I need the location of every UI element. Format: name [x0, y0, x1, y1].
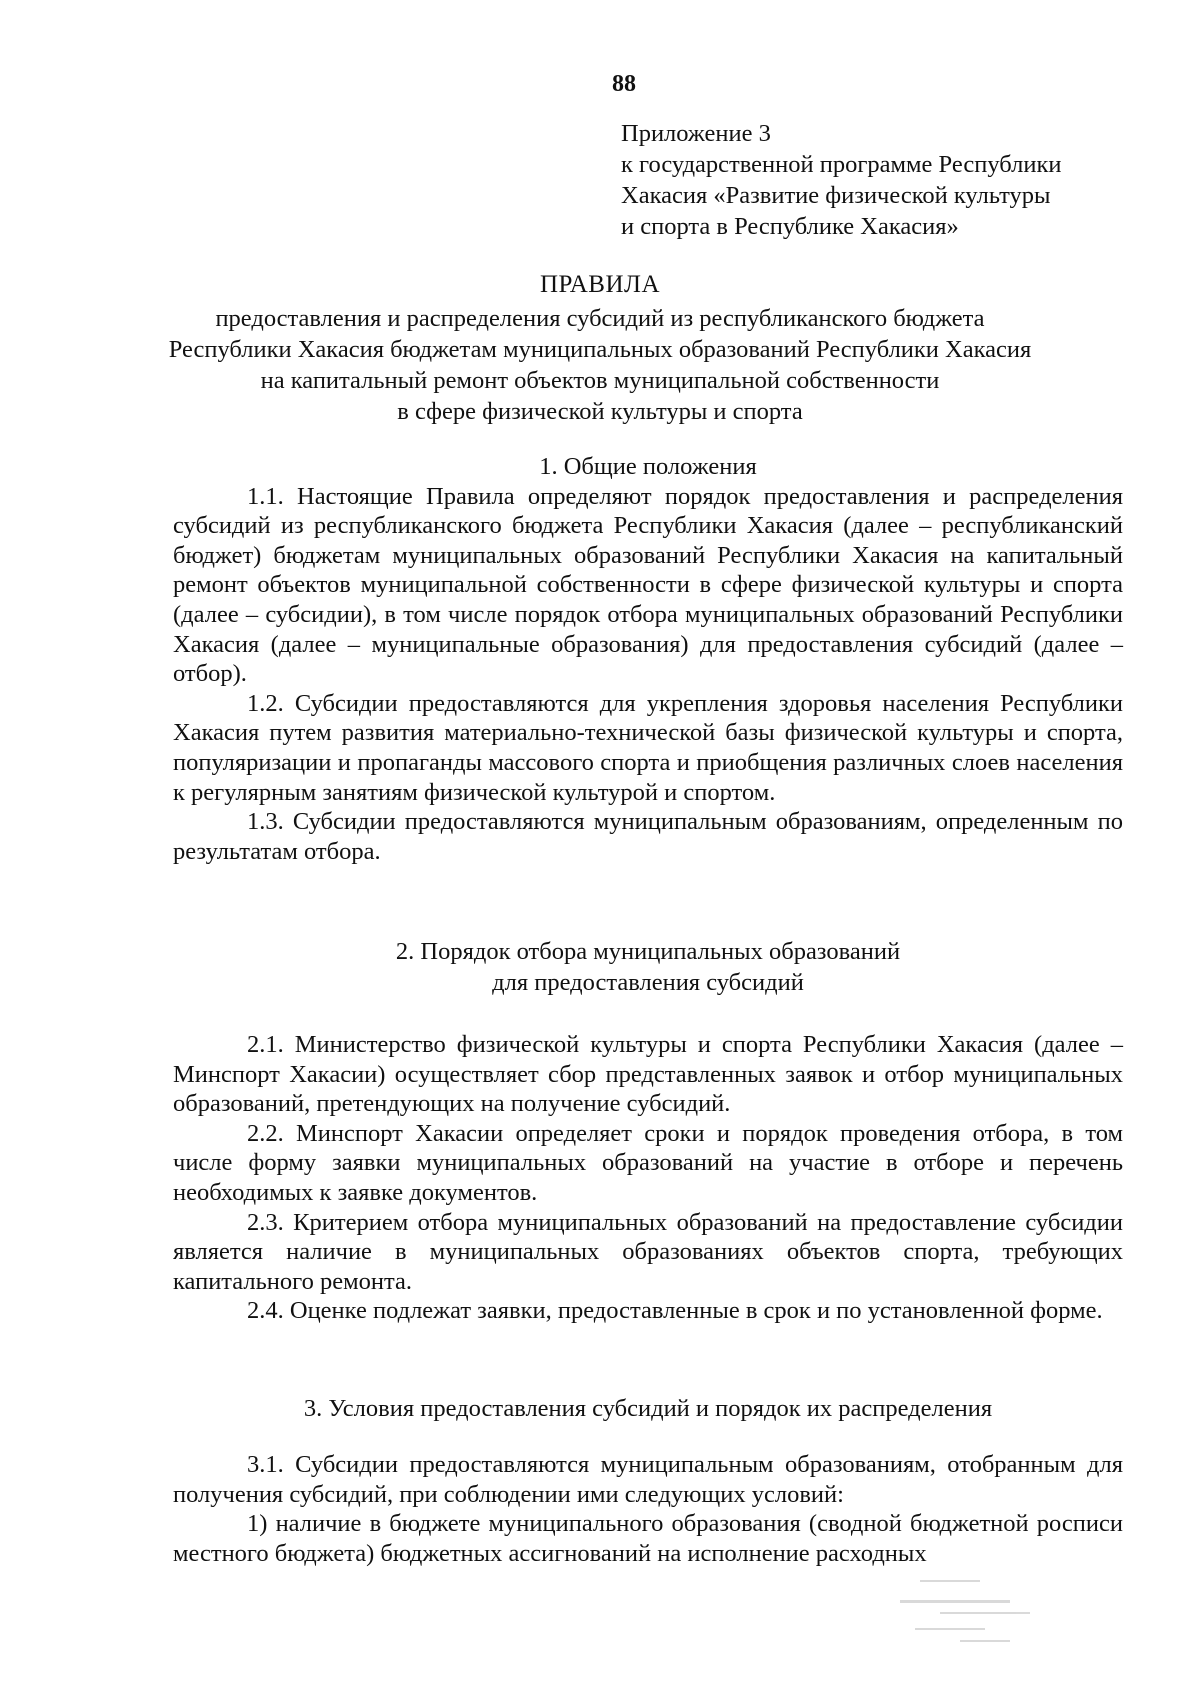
appendix-line: Приложение 3: [621, 120, 771, 147]
appendix-line: и спорта в Республике Хакасия»: [621, 213, 959, 240]
section-2-heading-line: 2. Порядок отбора муниципальных образований: [395, 938, 901, 965]
section-2-heading: [173, 936, 1123, 998]
subtitle-line: предоставления и распределения субсидий из республиканского бюджета: [215, 305, 985, 332]
appendix-line: Хакасия «Развитие физической культуры: [621, 182, 1051, 209]
section-1: [173, 452, 1123, 866]
subtitle-line: на капитальный ремонт объектов муниципальной собственности: [260, 367, 940, 394]
section-1-heading: 1. Общие положения: [539, 453, 757, 480]
document-title: ПРАВИЛА: [539, 271, 661, 298]
paragraph-2-3: 2.3. Критерием отбора муниципальных образований на предоставление субсидии является наличие в муниципальных образованиях объектов спорта, требующих капитального ремонта.: [173, 1208, 1123, 1295]
paragraph-1-3: 1.3. Субсидии предоставляются муниципальным образованиям, определенным по результатам отбора.: [173, 808, 1123, 865]
paragraph-2-2: 2.2. Минспорт Хакасии определяет сроки и порядок проведения отбора, в том числе форму заявки муниципальных образований на участие в отборе и перечень необходимых к заявке документов.: [173, 1119, 1123, 1206]
paragraph-2-1: 2.1. Министерство физической культуры и спорта Республики Хакасия (далее – Минспорт Хакасии) осуществляет сбор представленных заявок и отбор муниципальных образований, претендующих на получение субсидий.: [173, 1031, 1123, 1118]
subtitle-line: в сфере физической культуры и спорта: [397, 398, 803, 425]
appendix-block: [621, 118, 1141, 242]
section-3: [173, 1450, 1123, 1568]
paragraph-3-1: 3.1. Субсидии предоставляются муниципальным образованиям, отобранным для получения субсидий, при соблюдении ими следующих условий:: [173, 1451, 1123, 1508]
scan-artifact: [880, 1570, 1080, 1660]
appendix-line: к государственной программе Республики: [621, 151, 1062, 178]
section-2: [173, 1030, 1123, 1326]
subtitle-line: Республики Хакасия бюджетам муниципальных образований Республики Хакасия: [168, 336, 1032, 363]
section-2-heading-line: для предоставления субсидий: [492, 969, 804, 996]
document-subtitle: [150, 303, 1050, 427]
page-number: 88: [612, 71, 636, 97]
paragraph-1-2: 1.2. Субсидии предоставляются для укрепления здоровья населения Республики Хакасия путем развития материально-технической базы физической культуры и спорта, популяризации и пропаганды массового спорта и приобщения различных слоев населения к регулярным занятиям физической культурой и спортом.: [173, 689, 1123, 806]
paragraph-1-1: 1.1. Настоящие Правила определяют порядок предоставления и распределения субсидий из республиканского бюджета Республики Хакасия (далее – республиканский бюджет) бюджетам муниципальных образований Республики Хакасия на капитальный ремонт объектов муниципальной собственности в сфере физической культуры и спорта (далее – субсидии), в том числе порядок отбора муниципальных образований Республики Хакасия (далее – муниципальные образования) для предоставления субсидий (далее – отбор).: [173, 482, 1123, 688]
section-3-heading: 3. Условия предоставления субсидий и порядок их распределения: [303, 1395, 993, 1422]
paragraph-3-1-1: 1) наличие в бюджете муниципального образования (сводной бюджетной росписи местного бюджета) бюджетных ассигнований на исполнение расходных: [173, 1510, 1123, 1567]
paragraph-2-4: 2.4. Оценке подлежат заявки, предоставленные в срок и по установленной форме.: [247, 1297, 1103, 1325]
